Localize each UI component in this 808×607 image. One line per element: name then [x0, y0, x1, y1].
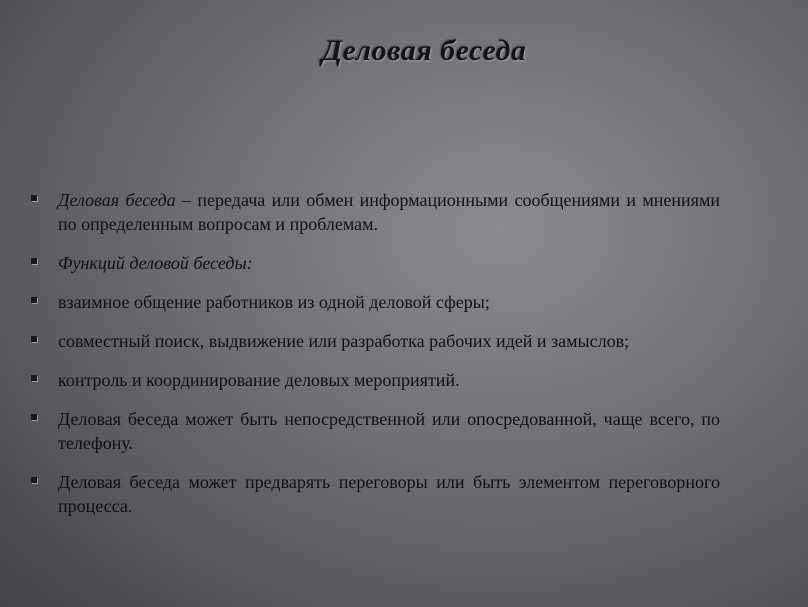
- square-bullet-icon: [30, 413, 38, 421]
- bullet-list: [30, 188, 720, 533]
- square-bullet-icon: [30, 194, 38, 202]
- square-bullet-icon: [30, 476, 38, 484]
- square-bullet-icon: [30, 374, 38, 382]
- list-item: [30, 188, 720, 236]
- list-item: [30, 407, 720, 455]
- list-item-text: взаимное общение работников из одной деловой сферы;: [58, 292, 490, 312]
- slide-title: Деловая беседа: [321, 34, 527, 67]
- list-item-text: Деловая беседа может быть непосредственной или опосредованной, чаще всего, по телефону.: [58, 409, 720, 453]
- list-item-text: Деловая беседа может предварять переговоры или быть элементом переговорного процесса.: [58, 472, 720, 516]
- square-bullet-icon: [30, 335, 38, 343]
- list-item: [30, 329, 720, 353]
- list-item-text: совместный поиск, выдвижение или разработка рабочих идей и замыслов;: [58, 331, 630, 351]
- square-bullet-icon: [30, 257, 38, 265]
- section-heading: Функций деловой беседы:: [58, 253, 253, 273]
- definition: – передача или обмен информационными сообщениями и мнениями по определенным вопросам и проблемам.: [58, 190, 720, 234]
- list-item: [30, 251, 720, 275]
- list-item: [30, 470, 720, 518]
- term: Деловая беседа: [58, 190, 176, 210]
- list-item-text: контроль и координирование деловых мероприятий.: [58, 370, 460, 390]
- list-item: [30, 290, 720, 314]
- list-item: [30, 368, 720, 392]
- square-bullet-icon: [30, 296, 38, 304]
